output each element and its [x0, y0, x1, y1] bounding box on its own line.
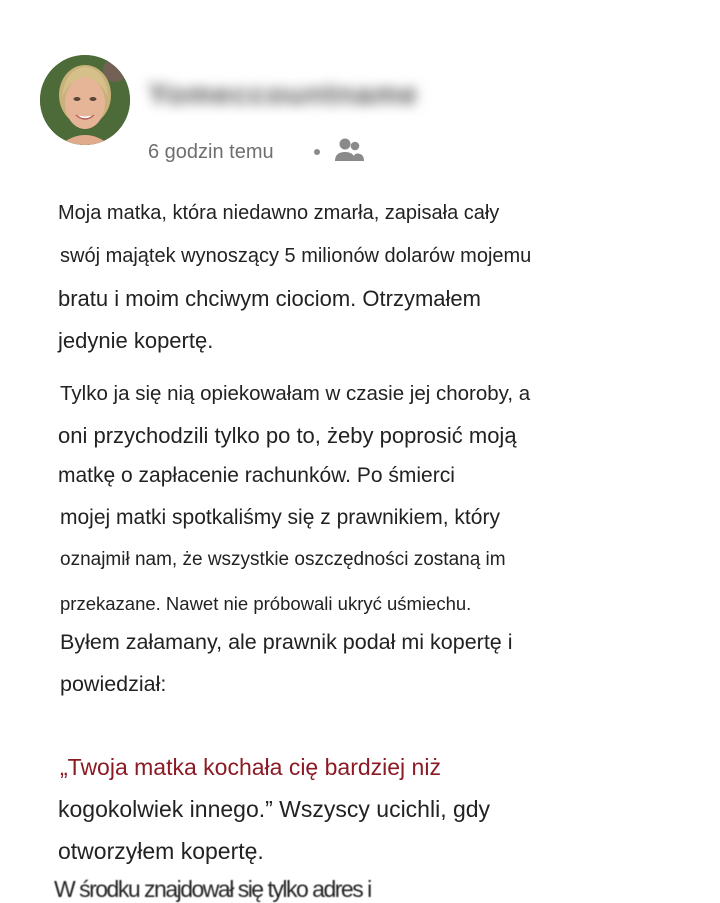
timestamp[interactable]: 6 godzin temu	[148, 140, 274, 163]
post-text-line: przekazane. Nawet nie próbowali ukryć uśmiechu.	[60, 593, 472, 614]
post-text-line: Byłem załamany, ale prawnik podał mi kopertę i	[60, 630, 513, 654]
avatar[interactable]	[40, 55, 130, 145]
separator-dot	[314, 149, 320, 155]
post-text-line: matkę o zapłacenie rachunków. Po śmierci	[58, 464, 455, 487]
author-name[interactable]: Yomeccountname	[148, 78, 419, 111]
post-text-line: otworzyłem kopertę.	[58, 838, 264, 864]
post-text-line: Moja matka, która niedawno zmarła, zapisała cały	[58, 202, 500, 224]
post-text-line: swój majątek wynoszący 5 milionów dolarów mojemu	[60, 245, 532, 267]
post-text-line: mojej matki spotkaliśmy się z prawnikiem, który	[60, 506, 500, 529]
post-text-line: kogokolwiek innego.” Wszyscy ucichli, gdy	[58, 796, 491, 822]
post-text-line: oznajmił nam, że wszystkie oszczędności zostaną im	[60, 549, 506, 570]
post-text-line: W środku znajdował się tylko adres i	[54, 876, 371, 902]
friends-icon[interactable]	[332, 135, 366, 169]
post-text-line: bratu i moim chciwym ciociom. Otrzymałem	[58, 286, 481, 311]
post-text-line: Tylko ja się nią opiekowałam w czasie jej choroby, a	[60, 382, 531, 405]
quote-line: „Twoja matka kochała cię bardziej niż	[60, 754, 441, 780]
post-text-line: jedynie kopertę.	[58, 328, 214, 353]
avatar-photo-icon	[40, 55, 130, 145]
post-meta	[148, 138, 366, 166]
post-text-line: powiedział:	[60, 672, 167, 696]
post-text-line: oni przychodzili tylko po to, żeby poprosić moją	[58, 423, 517, 448]
